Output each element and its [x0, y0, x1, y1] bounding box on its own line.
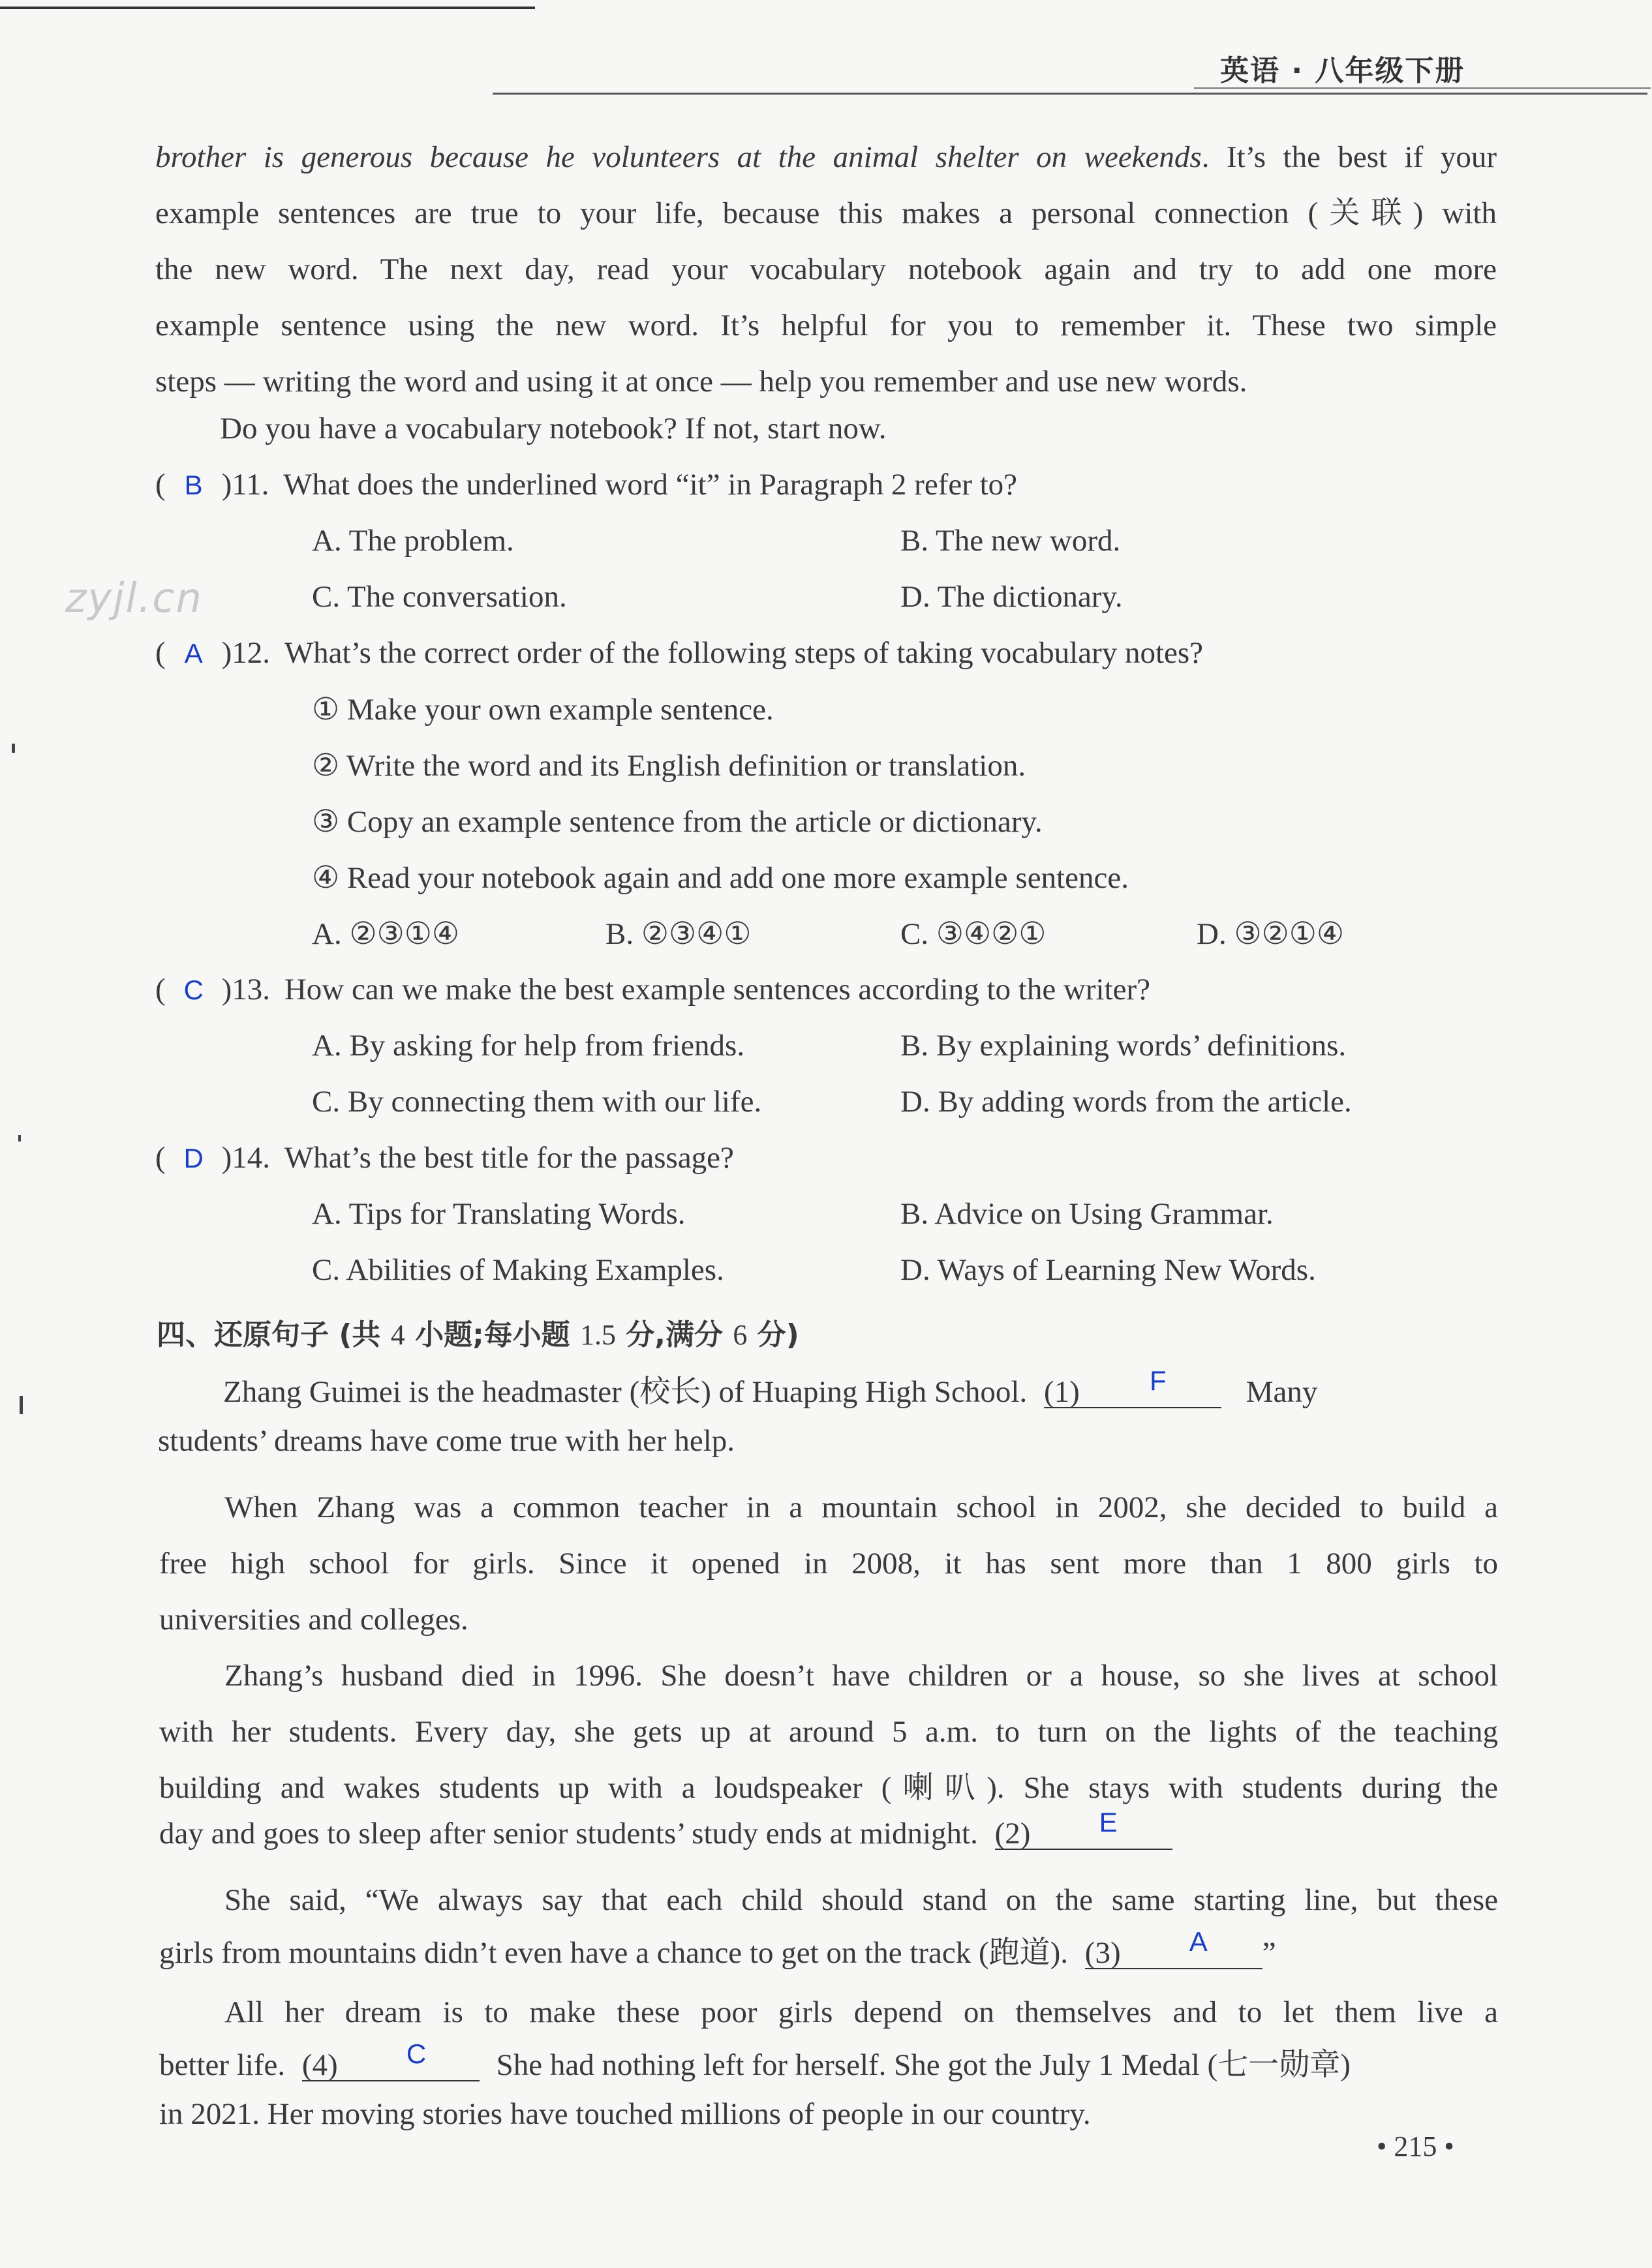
- option: D. The dictionary.: [900, 580, 1123, 614]
- question-11: ( B )11. What does the underlined word “it” in Paragraph 2 refer to?: [155, 468, 1018, 502]
- option: B. The new word.: [900, 524, 1121, 558]
- option: A. The problem.: [312, 524, 514, 558]
- paragraph-5: [159, 1984, 1498, 2040]
- paragraph-line: She said, “We always say that each child should stand on the same starting line, but these: [224, 1883, 1498, 1917]
- question-14: ( D )14. What’s the best title for the passage?: [155, 1141, 734, 1175]
- blank-1-answer: F: [1149, 1365, 1167, 1396]
- answer-12: A: [184, 638, 203, 669]
- blank-2[interactable]: (2) E: [995, 1816, 1172, 1850]
- paragraph-3-last: day and goes to sleep after senior students’ study ends at midnight. (2) E: [159, 1816, 1172, 1851]
- paragraph-4: [159, 1872, 1498, 1928]
- passage-paragraph: [155, 129, 1497, 410]
- blank-4[interactable]: (4) C: [302, 2048, 480, 2081]
- option: B. By explaining words’ definitions.: [900, 1029, 1347, 1063]
- paragraph-line: Zhang’s husband died in 1996. She doesn’t have children or a house, so she lives at school: [224, 1659, 1498, 1693]
- passage-line: brother is generous because he volunteers at the animal shelter on weekends. It’s the best if your: [155, 140, 1497, 174]
- answer-14: D: [183, 1143, 204, 1173]
- option: D. By adding words from the article.: [900, 1085, 1352, 1119]
- step: ① Make your own example sentence.: [312, 693, 774, 727]
- passage-line: example sentence using the new word. It’s helpful for you to remember it. These two simple: [155, 309, 1497, 342]
- paragraph-line: When Zhang was a common teacher in a mountain school in 2002, she decided to build a: [224, 1490, 1498, 1524]
- step: ③ Copy an example sentence from the article or dictionary.: [312, 805, 1043, 839]
- section-heading: 四、还原句子 (共 4 小题;每小题 1.5 分,满分 6 分): [157, 1318, 799, 1352]
- answer-13: C: [183, 975, 204, 1005]
- option: C. The conversation.: [312, 580, 567, 614]
- option: A. Tips for Translating Words.: [312, 1197, 686, 1231]
- top-rule: [0, 7, 535, 9]
- option: C. By connecting them with our life.: [312, 1085, 762, 1119]
- paragraph-4-last: girls from mountains didn’t even have a chance to get on the track (跑道). (3) A ”: [159, 1926, 1276, 1970]
- header-rule: [493, 93, 1647, 95]
- margin-mark: [12, 744, 15, 753]
- paragraph-1-line: students’ dreams have come true with her help.: [158, 1424, 735, 1458]
- passage-last-paragraph: Do you have a vocabulary notebook? If not, start now.: [220, 412, 887, 446]
- blank-4-answer: C: [406, 2038, 427, 2069]
- question-stem: What does the underlined word “it” in Paragraph 2 refer to?: [283, 468, 1018, 502]
- paragraph-line: All her dream is to make these poor girls depend on themselves and to let them live a: [224, 1995, 1498, 2029]
- margin-mark: [18, 1135, 21, 1142]
- paragraph-line: free high school for girls. Since it opened in 2008, it has sent more than 1 800 girls to: [159, 1547, 1498, 1580]
- question-stem: How can we make the best example sentences according to the writer?: [284, 973, 1151, 1006]
- step: ② Write the word and its English definition or translation.: [312, 749, 1026, 783]
- option: A. By asking for help from friends.: [312, 1029, 745, 1063]
- passage-line: the new word. The next day, read your vocabulary notebook again and try to add one more: [155, 252, 1497, 286]
- answer-11: B: [184, 470, 203, 500]
- blank-1[interactable]: (1) F: [1044, 1374, 1221, 1408]
- passage-line: steps — writing the word and using it at once — help you remember and use new words.: [155, 365, 1247, 399]
- paragraph-1: Zhang Guimei is the headmaster (校长) of Huaping High School. (1) F Many: [223, 1365, 1318, 1409]
- option: B. ②③④①: [605, 917, 752, 951]
- margin-mark: [20, 1396, 23, 1414]
- paragraph-2: [159, 1479, 1498, 1648]
- step: ④ Read your notebook again and add one more example sentence.: [312, 861, 1129, 895]
- blank-2-answer: E: [1099, 1807, 1118, 1837]
- header-title: 英语 · 八年级下册: [1220, 54, 1465, 87]
- blank-3[interactable]: (3) A: [1085, 1935, 1262, 1969]
- paragraph-5-last: in 2021. Her moving stories have touched millions of people in our country.: [159, 2097, 1091, 2131]
- page-number: • 215 •: [1377, 2130, 1454, 2162]
- option: A. ②③①④: [312, 917, 459, 951]
- paragraph-line: with her students. Every day, she gets up at around 5 a.m. to turn on the lights of the teaching: [159, 1715, 1498, 1749]
- paragraph-line: universities and colleges.: [159, 1603, 468, 1637]
- option: D. Ways of Learning New Words.: [900, 1253, 1316, 1287]
- blank-3-answer: A: [1189, 1926, 1208, 1957]
- question-13: ( C )13. How can we make the best example sentences according to the writer?: [155, 973, 1151, 1006]
- passage-line: example sentences are true to your life, because this makes a personal connection (关联) with: [155, 196, 1497, 230]
- option: C. ③④②①: [900, 917, 1047, 951]
- header-rule-accent: [1194, 87, 1651, 89]
- watermark: zyjl.cn: [65, 574, 203, 622]
- option: C. Abilities of Making Examples.: [312, 1253, 724, 1287]
- option: D. ③②①④: [1197, 917, 1344, 951]
- paragraph-line: building and wakes students up with a loudspeaker (喇叭). She stays with students during the: [159, 1771, 1498, 1805]
- paragraph-3: [159, 1648, 1498, 1816]
- question-12: ( A )12. What’s the correct order of the following steps of taking vocabulary notes?: [155, 636, 1204, 670]
- option: B. Advice on Using Grammar.: [900, 1197, 1274, 1231]
- question-stem: What’s the best title for the passage?: [284, 1141, 734, 1175]
- question-stem: What’s the correct order of the following steps of taking vocabulary notes?: [284, 636, 1204, 670]
- paragraph-5-line: better life. (4) C She had nothing left for herself. She got the July 1 Medal (七一勋章): [159, 2038, 1351, 2082]
